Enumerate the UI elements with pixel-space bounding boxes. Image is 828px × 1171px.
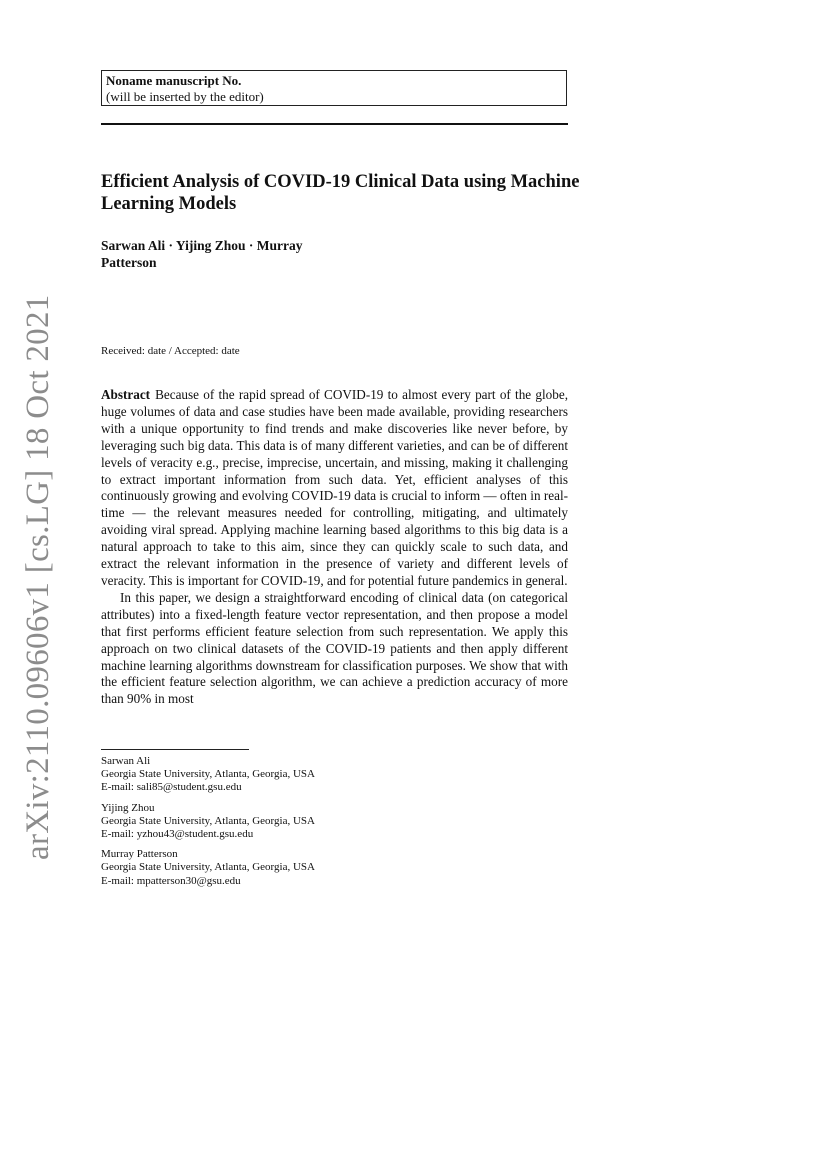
affiliation-institution: Georgia State University, Atlanta, Georgia, USA [101, 768, 315, 781]
affiliation-murray-patterson [101, 848, 501, 888]
affiliation-email[interactable]: E-mail: yzhou43@student.gsu.edu [101, 828, 254, 841]
arxiv-identifier-stamp[interactable]: arXiv:2110.09606v1 [cs.LG] 18 Oct 2021 [20, 294, 56, 860]
header-rule [101, 123, 568, 125]
manuscript-number-box [101, 70, 567, 106]
manuscript-number-label: Noname manuscript No. [106, 73, 242, 88]
received-date: Received: date / Accepted: date [101, 345, 240, 357]
affiliation-institution: Georgia State University, Atlanta, Georgia, USA [101, 861, 315, 874]
footnote-rule [101, 749, 249, 750]
author-list [101, 237, 401, 271]
abstract-text-1: Because of the rapid spread of COVID-19 to almost every part of the globe, huge volumes of data and case studies have been made available, providing researchers with a unique opportunity to find trends and make discoveries like never before, by leveraging such big data. This data is of many different varieties, and can be of different levels of veracity e.g., precise, imprecise, uncertain, and missing, making it challenging to extract important information from such data. Yet, efficient analyses of this continuously growing and evolving COVID-19 data is crucial to inform — often in real-time — the relevant measures needed for controlling, mitigating, and ultimately avoiding viral spread. Applying machine learning based algorithms to this big data is a natural approach to take to this aim, since they can quickly scale to such data, and extract the relevant information in the presence of variety and different levels of veracity. This is important for COVID-19, and for potential future pandemics in general. [101, 387, 568, 588]
editor-note: (will be inserted by the editor) [106, 89, 264, 104]
affiliation-sarwan-ali [101, 755, 501, 795]
abstract-section [101, 387, 568, 708]
abstract-paragraph-1 [101, 387, 568, 590]
author-affiliations [101, 755, 501, 895]
affiliation-name: Sarwan Ali [101, 755, 151, 767]
affiliation-yijing-zhou [101, 802, 501, 842]
abstract-label: Abstract [101, 387, 151, 402]
paper-title: Efficient Analysis of COVID-19 Clinical Data using Machine Learning Models [101, 172, 580, 214]
affiliation-name: Yijing Zhou [101, 801, 155, 814]
affiliation-email[interactable]: E-mail: sali85@student.gsu.edu [101, 781, 242, 794]
affiliation-institution: Georgia State University, Atlanta, Georgia, USA [101, 814, 315, 827]
affiliation-name: Murray Patterson [101, 848, 178, 861]
affiliation-email[interactable]: E-mail: mpatterson30@gsu.edu [101, 874, 241, 887]
author-line-2: Patterson [101, 255, 157, 270]
abstract-paragraph-2: In this paper, we design a straightforward encoding of clinical data (on categorical attributes) into a fixed-length feature vector representation, and then propose a model that first performs efficient feature selection from such representation. We apply this approach on two clinical datasets of the COVID-19 patients and then apply different machine learning algorithms downstream for classification purposes. We show that with the efficient feature selection algorithm, we can achieve a prediction accuracy of more than 90% in most [101, 589, 568, 707]
author-line-1: Sarwan Ali · Yijing Zhou · Murray [101, 238, 303, 253]
